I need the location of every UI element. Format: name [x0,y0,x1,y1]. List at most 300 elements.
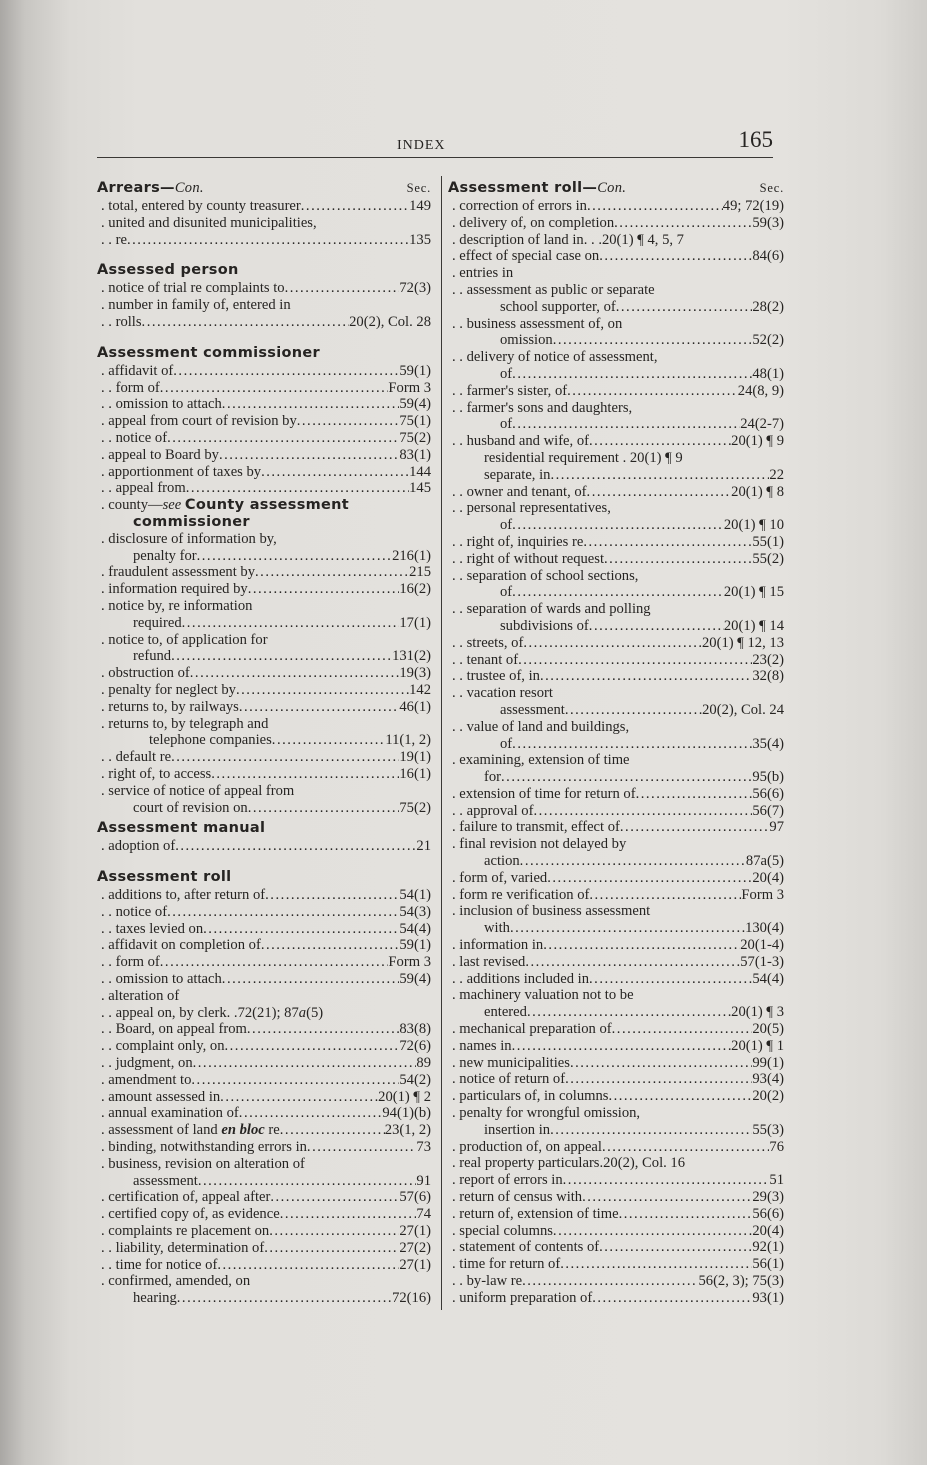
index-entry [448,215,784,232]
section-reference: 56(6) [752,1205,784,1222]
section-reference: 59(1) [399,362,431,379]
entry-text: . inclusion of business assessment [452,903,651,920]
entry-text: . notice to, of application for [101,631,268,648]
entry-text: . . judgment, on [101,1055,193,1072]
entry-text: . . tenant of [452,651,519,668]
index-entry [448,265,784,282]
entry-text: . . rolls [101,313,142,330]
dot-leader [602,1139,769,1156]
index-entry [97,215,431,232]
entry-text: . return of, extension of time [452,1205,619,1222]
entry-text: penalty for [133,547,197,564]
entry-text: . real property particulars.20(2), Col. 16 [452,1155,686,1172]
dot-leader [553,1223,752,1240]
section-reference: 28(2) [752,298,784,315]
entry-text: commissioner [133,513,250,530]
index-entry [97,297,431,314]
index-entry [97,396,431,413]
section-reference: 97 [769,819,784,836]
dot-leader [203,921,399,938]
dot-leader [225,1038,400,1055]
index-entry [448,668,784,685]
section-reference: 20(2), Col. 24 [702,701,784,718]
entry-text: hearing [133,1290,177,1307]
section-reference: 89 [416,1055,431,1072]
entry-text: . business, revision on alteration of [101,1155,305,1172]
entry-text: . report of errors in [452,1172,563,1189]
dot-leader [211,766,399,783]
entry-text: . . complaint only, on [101,1038,225,1055]
index-entry [448,819,784,836]
entry-text: . . appeal on, by clerk. .72(21); 87a(5) [101,1004,324,1021]
entry-text: . additions to, after return of [101,887,266,904]
index-entry [448,1071,784,1088]
dot-leader [193,1055,417,1072]
entry-text: school supporter, of [500,298,616,315]
entry-text: . . separation of school sections, [452,567,639,584]
index-entry [448,1122,784,1139]
entry-text: . . right of, inquiries re [452,533,584,550]
index-entry [448,887,784,904]
left-index-column [97,178,431,1307]
section-reference: 20(5) [752,1021,784,1038]
dot-leader [239,699,400,716]
dot-leader [219,447,399,464]
index-entry [97,581,431,598]
dot-leader [550,467,769,484]
index-entry [448,836,784,853]
entry-text: . number in family of, entered in [101,297,291,314]
index-entry [448,1189,784,1206]
entry-text: . . omission to attach [101,396,222,413]
heading-text: Assessment commissioner [97,344,320,361]
entry-text: court of revision on [133,799,248,816]
dot-leader [175,838,416,855]
index-entry [97,1122,431,1139]
section-reference: 20(1) ¶ 3 [731,1004,784,1021]
index-entry [97,988,431,1005]
index-entry [448,1239,784,1256]
entry-text: . alteration of [101,987,180,1004]
entry-text: . . farmer's sister, of [452,382,568,399]
index-entry [97,1290,431,1307]
index-entry [97,1072,431,1089]
dot-leader [198,1173,417,1190]
section-reference: 56(6) [752,785,784,802]
dot-leader [171,749,399,766]
dot-leader [510,920,745,937]
section-reference: 20(2), Col. 28 [349,313,431,330]
section-reference: 20(1) ¶ 1 [731,1037,784,1054]
index-entry [448,601,784,618]
entry-text: . certified copy of, as evidence [101,1206,280,1223]
entry-text: . affidavit on completion of [101,937,261,954]
dot-leader [608,1088,752,1105]
index-entry [448,702,784,719]
entry-text: . . appeal from [101,480,186,497]
section-reference: 54(2) [399,1071,431,1088]
section-reference: 20(4) [752,869,784,886]
section-reference: 57(1-3) [740,953,784,970]
section-reference: 20(1) ¶ 9 [731,433,784,450]
index-entry [97,548,431,565]
index-entry [448,551,784,568]
section-reference: 59(4) [399,971,431,988]
entry-text: . . form of [101,379,160,396]
index-entry [448,500,784,517]
section-reference: 11(1, 2) [385,732,431,749]
section-label: Sec. [406,181,431,195]
section-reference: 20(1) ¶ 8 [731,483,784,500]
index-entry [97,1189,431,1206]
index-entry [97,921,431,938]
entry-text: . production of, on appeal [452,1138,602,1155]
entry-text: . returns to, by telegraph and [101,715,269,732]
index-entry [97,1240,431,1257]
index-entry [448,618,784,635]
index-entry [97,497,431,514]
entry-text: . form of, varied [452,869,548,886]
section-reference: 83(8) [399,1021,431,1038]
section-reference: 74 [416,1206,431,1223]
index-entry [448,903,784,920]
index-subheading-continued [97,514,431,531]
section-reference: 56(1) [752,1256,784,1273]
heading-text: Assessment roll [97,869,232,886]
dot-leader [540,668,752,685]
index-entry [97,1206,431,1223]
entry-text: . . taxes levied on [101,920,204,937]
section-reference: 72(6) [399,1038,431,1055]
entry-text: . notice of return of [452,1071,566,1088]
section-reference: 94(1)(b) [382,1105,431,1122]
entry-text: . notice of trial re complaints to [101,280,285,297]
section-reference: 27(2) [399,1239,431,1256]
index-entry [448,870,784,887]
dot-leader [512,517,724,534]
entry-text: . . right of without request [452,550,604,567]
dot-leader [190,665,400,682]
index-entry [97,430,431,447]
dot-leader [589,433,731,450]
section-reference: 20(1) ¶ 12, 13 [701,634,784,651]
index-entry [97,1005,431,1022]
section-reference: 16(2) [399,581,431,598]
section-reference: 59(1) [399,937,431,954]
section-reference: 99(1) [752,1054,784,1071]
entry-text: . examining, extension of time [452,752,630,769]
entry-text: . . liability, determination of [101,1239,265,1256]
index-entry [448,416,784,433]
entry-text: required [133,614,182,631]
running-title: INDEX [397,138,446,153]
section-reference: Form 3 [388,379,431,396]
entry-text: . particulars of, in columns [452,1088,609,1105]
entry-text: . . streets, of [452,634,524,651]
entry-text: . total, entered by county treasurer [101,198,301,214]
section-reference: 54(1) [399,887,431,904]
entry-text: . effect of special case on [452,248,600,265]
dot-leader [171,648,392,665]
index-entry [97,1089,431,1106]
index-entry [448,1038,784,1055]
entry-text: of [500,416,513,433]
entry-text: for [484,769,502,786]
index-entry [448,786,784,803]
dot-leader [527,1004,731,1021]
entry-text: . . assessment as public or separate [452,281,655,298]
entry-text: . . by-law re [452,1273,523,1289]
index-entry [448,685,784,702]
column-divider [441,176,442,1310]
dot-leader [512,1038,732,1055]
entry-text: . form re verification of [452,886,590,903]
index-entry [97,682,431,699]
entry-text: . mechanical preparation of [452,1021,612,1038]
entry-text: . fraudulent assessment by [101,564,256,581]
dot-leader [265,887,399,904]
section-reference: 135 [409,231,431,248]
entry-text: residential requirement . 20(1) ¶ 9 [484,449,683,466]
dot-leader [589,887,741,904]
index-entry [448,534,784,551]
dot-leader [248,800,400,817]
entry-text: assessment [133,1172,198,1189]
entry-gap [97,331,431,343]
index-entry [448,719,784,736]
section-reference: 17(1) [399,614,431,631]
entry-text: . right of, to access [101,765,212,782]
index-entry [448,467,784,484]
entry-text: . correction of errors in [452,198,587,214]
index-entry [448,1088,784,1105]
index-entry [448,635,784,652]
entry-text: . . additions included in [452,970,590,987]
entry-text: . . business assessment of, on [452,315,623,332]
dot-leader [587,198,723,215]
entry-text: . machinery valuation not to be [452,987,634,1004]
index-entry [97,632,431,649]
section-reference: 19(1) [399,749,431,766]
entry-text: of [500,517,513,534]
index-entry [448,332,784,349]
entry-gap [97,248,431,260]
page-header [97,127,773,158]
section-reference: 54(4) [752,970,784,987]
section-reference: 56(2, 3); 75(3) [698,1273,784,1289]
index-entry [448,1256,784,1273]
section-reference: 75(2) [399,799,431,816]
index-entry [97,363,431,380]
index-entry [448,1021,784,1038]
entry-text: . new municipalities [452,1054,570,1071]
dot-leader [261,937,400,954]
index-entry [448,568,784,585]
section-reference: 93(4) [752,1071,784,1088]
section-reference: 144 [409,463,431,480]
index-entry [97,766,431,783]
entry-text: . returns to, by railways [101,698,239,715]
section-reference: 84(6) [752,248,784,265]
section-reference: 23(1, 2) [384,1122,431,1139]
section-reference: 59(4) [399,396,431,413]
section-reference: 20(1) ¶ 10 [723,517,784,534]
entry-text: . description of land in. . .20(1) ¶ 4, 5, 7 [452,231,684,248]
index-entry [97,800,431,817]
section-reference: 55(1) [752,533,784,550]
index-entry [448,769,784,786]
entry-text: . affidavit of [101,362,174,379]
entry-text: . . separation of wards and polling [452,601,651,618]
section-reference: 75(1) [399,413,431,430]
index-entry [97,887,431,904]
index-entry [448,1206,784,1223]
section-reference: 20(2) [752,1088,784,1105]
index-entry [97,615,431,632]
index-entry [97,314,431,331]
entry-text: . apportionment of taxes by [101,463,262,480]
dot-leader [512,736,752,753]
index-entry [97,598,431,615]
dot-leader [220,1089,378,1106]
index-entry [448,282,784,299]
section-reference: 27(1) [399,1256,431,1273]
entry-text: . statement of contents of [452,1239,600,1256]
section-reference: 16(1) [399,765,431,782]
dot-leader [533,803,752,820]
dot-leader [222,971,400,988]
section-reference: 23(2) [752,651,784,668]
dot-leader [563,1172,770,1189]
dot-leader [501,769,752,786]
index-entry [97,699,431,716]
entry-text: . . personal representatives, [452,500,611,517]
section-reference: 35(4) [752,735,784,752]
dot-leader [518,652,752,669]
entry-text: . penalty for neglect by [101,681,236,698]
entry-text: . information required by [101,581,248,598]
entry-text: omission [500,332,553,349]
dot-leader [547,870,752,887]
section-reference: 145 [409,480,431,497]
right-index-column [448,178,784,1307]
section-reference: 59(3) [752,214,784,231]
entry-text: . service of notice of appeal from [101,782,295,799]
entry-text: . return of census with [452,1189,583,1206]
index-entry [448,1172,784,1189]
index-entry [448,736,784,753]
entry-text: of [500,735,513,752]
index-entry [97,716,431,733]
section-reference: 72(3) [399,280,431,297]
entry-text: . . trustee of, in [452,668,540,685]
section-reference: 32(8) [752,668,784,685]
entry-text: . county—see County assessment [101,497,350,514]
entry-text: . entries in [452,265,514,282]
index-entry [97,954,431,971]
index-entry [97,648,431,665]
index-entry [448,1223,784,1240]
dot-leader [565,702,702,719]
entry-text: . . approval of [452,802,534,819]
index-entry [97,198,431,215]
entry-text: . united and disunited municipalities, [101,214,317,231]
index-heading [97,178,431,198]
dot-leader [599,1239,752,1256]
index-entry [97,937,431,954]
section-reference: 20(4) [752,1222,784,1239]
index-entry [97,447,431,464]
section-reference: 131(2) [392,648,431,665]
dot-leader [142,314,350,331]
entry-text: . notice by, re information [101,597,253,614]
section-reference: 55(2) [752,550,784,567]
index-entry [448,752,784,769]
dot-leader [543,937,740,954]
entry-text: insertion in [484,1121,551,1138]
section-reference: Form 3 [388,954,431,971]
index-entry [97,1173,431,1190]
section-reference: 20(1) ¶ 15 [723,584,784,601]
dot-leader [512,416,740,433]
index-entry [97,1105,431,1122]
dot-leader [525,954,740,971]
entry-text: . delivery of, on completion [452,214,615,231]
index-entry [448,1290,784,1307]
index-entry [97,1038,431,1055]
index-entry [448,937,784,954]
section-reference: 76 [769,1138,784,1155]
index-entry [448,1139,784,1156]
index-entry [97,838,431,855]
dot-leader [160,954,389,971]
section-reference: 130(4) [745,920,784,937]
section-reference: 149 [409,198,431,214]
section-reference: 22 [769,466,784,483]
index-entry [97,971,431,988]
dot-leader [592,1290,752,1307]
entry-text: . annual examination of [101,1105,239,1122]
heading-text: Assessment roll—Con. [448,180,627,196]
dot-leader [522,1273,698,1290]
entry-text: . . delivery of notice of assessment, [452,349,658,366]
section-reference: 54(3) [399,903,431,920]
index-entry [448,920,784,937]
dot-leader [191,1072,399,1089]
dot-leader [616,299,753,316]
index-heading [97,260,431,280]
dot-leader [599,248,752,265]
section-reference: 95(b) [752,769,784,786]
index-entry [448,1055,784,1072]
entry-text: . special columns [452,1222,553,1239]
entry-text: telephone companies [149,732,272,749]
dot-leader [177,1290,392,1307]
section-reference: 21 [416,838,431,855]
entry-text: . final revision not delayed by [452,836,627,853]
entry-text: separate, in [484,466,551,483]
section-reference: 24(8, 9) [737,382,784,399]
index-entry [97,232,431,249]
section-reference: 52(2) [752,332,784,349]
heading-text: Assessment manual [97,820,266,837]
dot-leader [280,1122,385,1139]
entry-text: . appeal from court of revision by [101,413,297,430]
dot-leader [285,280,400,297]
entry-text: . . omission to attach [101,971,222,988]
entry-text: . . notice of [101,903,168,920]
section-reference: 24(2-7) [740,416,784,433]
